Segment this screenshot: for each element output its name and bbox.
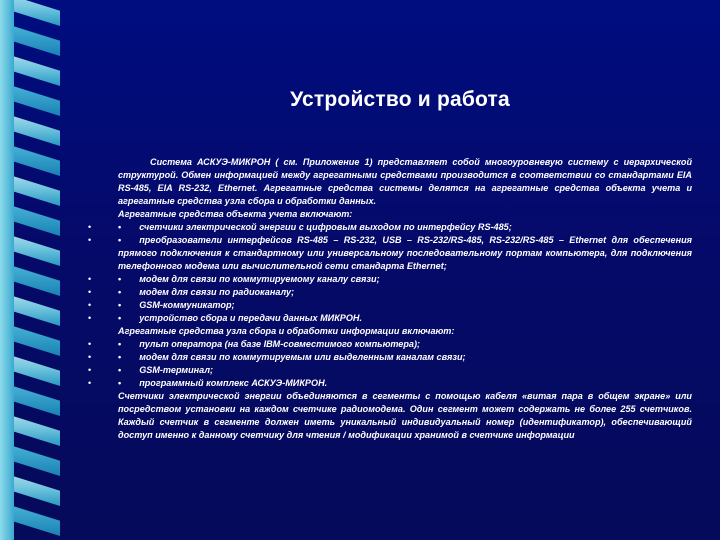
inner-bullet-icon: • [118,352,122,362]
inner-bullet-icon: • [118,235,122,245]
slide-body [88,156,692,442]
bullet-icon: • [88,222,92,232]
list-item-text: модем для связи по коммутируемому каналу связи; [139,274,380,284]
list-item-text: модем для связи по коммутируемым или выделенным каналам связи; [139,352,466,362]
slide-title: Устройство и работа [290,88,510,111]
list-item [88,286,692,299]
list-item-text: GSM-терминал; [139,365,214,375]
list-item [88,273,692,286]
intro-paragraph: Система АСКУЭ-МИКРОН ( см. Приложение 1) представляет собой многоуровневую систему с иерархической структурой. Обмен информацией между агрегатными средствами производится в соответствии со стандартами EIA RS-485, EIA RS-232, Ethernet. Агрегатные средства системы делятся на агрегатные средства объекта учета и агрегатные средства узла сбора и обработки данных. [118,157,692,206]
list-item [88,338,692,351]
node-means-list [88,338,692,390]
list-item [88,351,692,364]
list-item [88,364,692,377]
object-means-list [88,221,692,325]
bullet-icon: • [88,378,92,388]
inner-bullet-icon: • [118,287,122,297]
border-bar [0,0,14,540]
inner-bullet-icon: • [118,378,122,388]
list-item [88,377,692,390]
outro-paragraph: Счетчики электрической энергии объединяются в сегменты с помощью кабеля «витая пара в общем экране» или посредством установки на каждом счетчике радиомодема. Один сегмент может содержать не более 255 счетчиков. Каждый счетчик в сегменте должен иметь уникальный индивидуальный номер (идентификатор), обеспечивающий доступ именно к данному счетчику для чтения / модификации хранимой в счетчике информации [118,391,692,440]
list-item-text: счетчики электрической энергии с цифровым выходом по интерфейсу RS-485; [139,222,512,232]
bullet-icon: • [88,274,92,284]
list-item [88,299,692,312]
inner-bullet-icon: • [118,313,122,323]
section-heading-node: Агрегатные средства узла сбора и обработки информации включают: [118,326,455,336]
list-item [88,234,692,273]
bullet-icon: • [88,235,92,245]
inner-bullet-icon: • [118,365,122,375]
bullet-icon: • [88,339,92,349]
inner-bullet-icon: • [118,300,122,310]
inner-bullet-icon: • [118,339,122,349]
list-item-text: модем для связи по радиоканалу; [139,287,295,297]
list-item-text: преобразователи интерфейсов RS-485 – RS-232, USB – RS-232/RS-485, RS-232/RS-485 – Ethernet для обеспечения прямого подключения к стандартному или универсальному последовательному портам компьютера, для подключения телефонного модема или вычислительной сети стандарта Ethernet; [118,235,692,271]
inner-bullet-icon: • [118,274,122,284]
list-item-text: пульт оператора (на базе IBM-совместимого компьютера); [139,339,421,349]
inner-bullet-icon: • [118,222,122,232]
bullet-icon: • [88,313,92,323]
bullet-icon: • [88,352,92,362]
list-item-text: GSM-коммуникатор; [139,300,235,310]
list-item-text: устройство сбора и передачи данных МИКРОН. [139,313,363,323]
bullet-icon: • [88,287,92,297]
bullet-icon: • [88,300,92,310]
section-heading-object: Агрегатные средства объекта учета включают: [118,209,353,219]
list-item [88,221,692,234]
list-item-text: программный комплекс АСКУЭ-МИКРОН. [139,378,328,388]
bullet-icon: • [88,365,92,375]
decorative-left-border [0,0,80,540]
list-item [88,312,692,325]
